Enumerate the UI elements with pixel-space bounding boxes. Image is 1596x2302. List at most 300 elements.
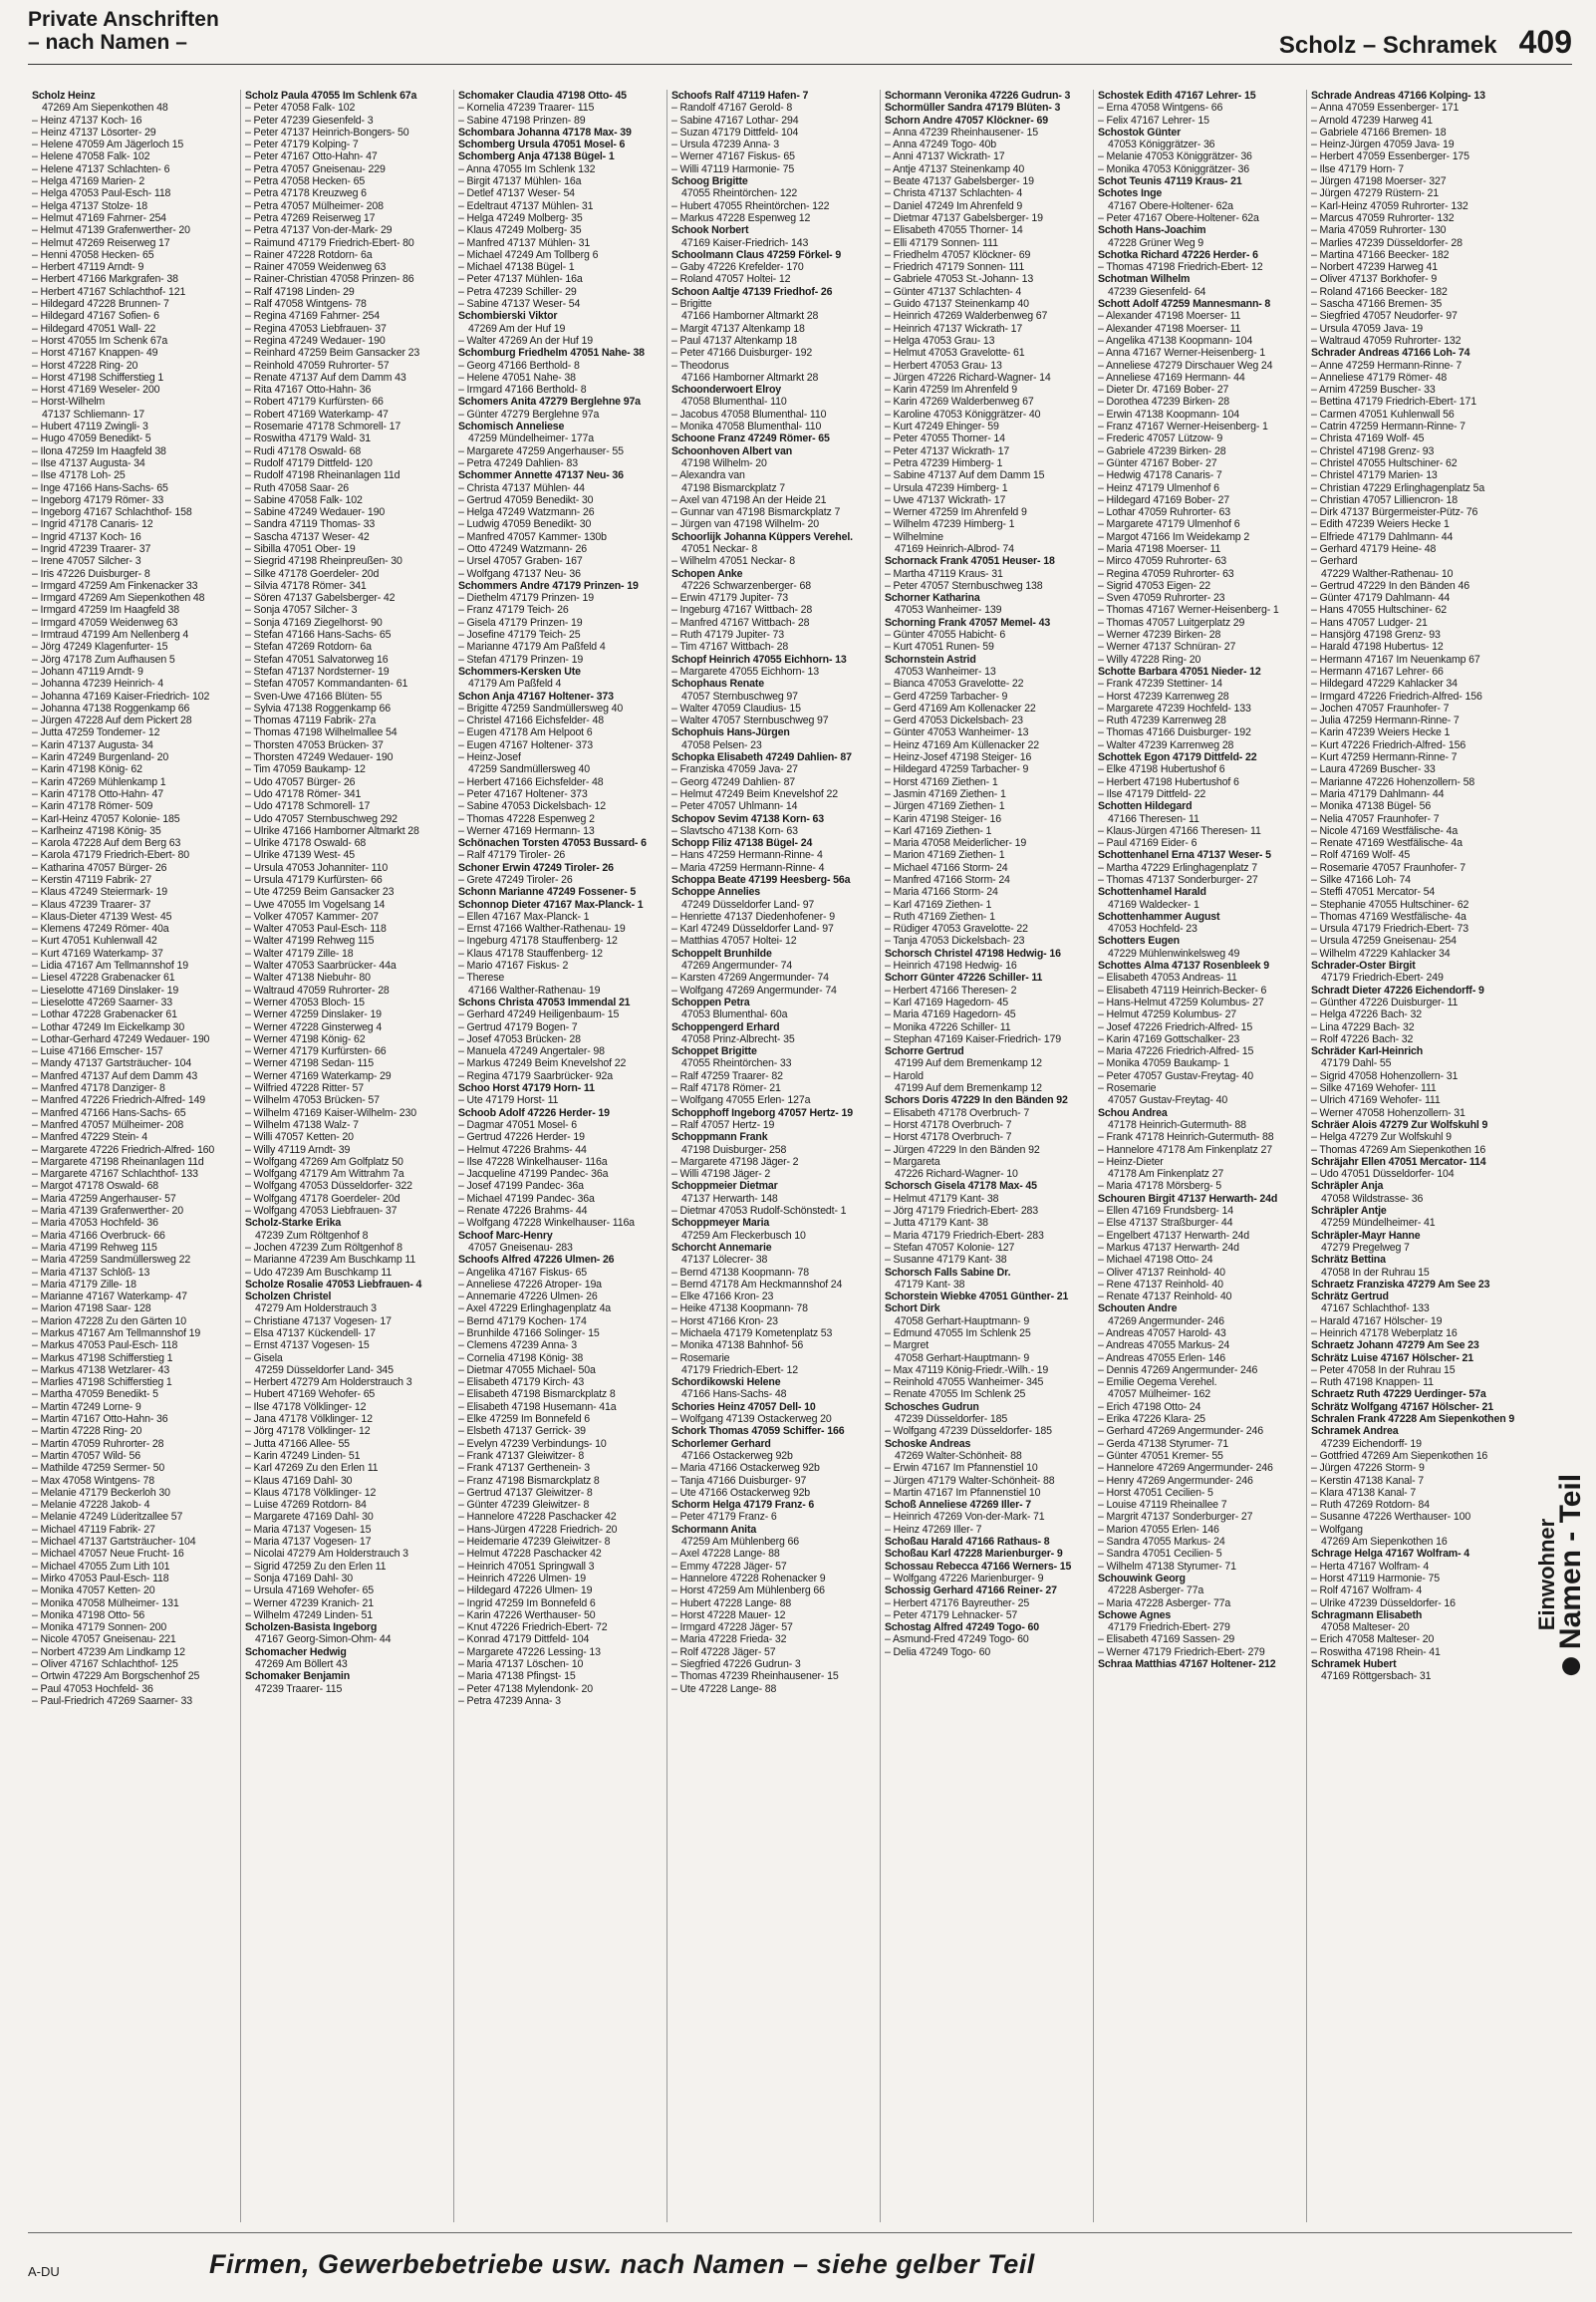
directory-entry: – Heinz-Jürgen 47059 Java- 19 — [1311, 139, 1455, 151]
directory-entry: – Helga 47169 Marien- 2 — [32, 175, 145, 188]
directory-entry: – Peter 47137 Heinrich-Bongers- 50 — [245, 126, 409, 139]
directory-entry: – Karin 47226 Werthauser- 50 — [458, 1608, 596, 1621]
directory-entry: 47239 Giesenfeld- 64 — [1108, 285, 1206, 298]
directory-entry: – Susanne 47179 Kant- 38 — [885, 1254, 1007, 1267]
directory-entry: – Hannelore 47228 Paschacker 42 — [458, 1511, 617, 1524]
directory-entry: – Rolf 47169 Wolf- 45 — [1311, 849, 1411, 862]
directory-entry: – Elisabeth 47119 Heinrich-Becker- 6 — [1098, 984, 1267, 997]
directory-entry: – Raimund 47179 Friedrich-Ebert- 80 — [245, 236, 414, 249]
directory-entry: – Melanie 47228 Jakob- 4 — [32, 1499, 150, 1512]
directory-entry: Schomaker Claudia 47198 Otto- 45 — [458, 90, 627, 102]
directory-entry: – Gertrud 47137 Gleiwitzer- 8 — [458, 1486, 593, 1499]
directory-entry: – Jürgen van 47198 Wilhelm- 20 — [671, 518, 820, 531]
directory-entry: – Silke 47169 Wehofer- 111 — [1311, 1082, 1437, 1095]
directory-entry: – Reinhold 47059 Ruhrorter- 57 — [245, 359, 390, 372]
directory-entry: – Bernd 47138 Koopmann- 78 — [671, 1266, 810, 1279]
directory-entry: – Jörg 47179 Friedrich-Ebert- 283 — [885, 1205, 1039, 1218]
directory-entry: – Ursula 47259 Gneisenau- 254 — [1311, 935, 1457, 948]
directory-entry: – Gabriele 47053 St.-Johann- 13 — [885, 273, 1034, 286]
directory-entry: – Wilhelm 47249 Linden- 51 — [245, 1608, 374, 1621]
directory-entry: – Marion 47198 Saar- 128 — [32, 1302, 151, 1315]
directory-entry: – Daniel 47249 Im Ahrenfeld 9 — [885, 199, 1023, 212]
directory-entry: – Marion 47055 Erlen- 146 — [1098, 1523, 1219, 1536]
directory-entry: – Hedwig 47178 Canaris- 7 — [1098, 469, 1222, 482]
directory-entry: – Markus 47228 Espenweg 12 — [671, 211, 811, 224]
directory-entry: – Wilhelm 47138 Walz- 7 — [245, 1118, 359, 1131]
directory-entry: – Horst 47239 Karrenweg 28 — [1098, 690, 1229, 703]
directory-entry: – Wolfgang 47178 Goerdeler- 20d — [245, 1192, 400, 1205]
directory-entry: 47228 Grüner Weg 9 — [1108, 236, 1204, 249]
directory-entry: – Sonja 47169 Ziegelhorst- 90 — [245, 616, 383, 629]
directory-entry: – Gerhard 47249 Heiligenbaum- 15 — [458, 1008, 620, 1021]
directory-entry: Schonn Marianne 47249 Fossener- 5 — [458, 886, 637, 899]
directory-entry: – Margarete 47198 Jäger- 2 — [671, 1155, 799, 1168]
directory-entry: Schoofs Ralf 47119 Hafen- 7 — [671, 90, 809, 102]
directory-entry: – Renate 47055 Im Schlenk 25 — [885, 1388, 1026, 1401]
directory-entry: – Ilse 47178 Loh- 25 — [32, 469, 126, 482]
directory-entry: – Karin 47269 Mühlenkamp 1 — [32, 775, 166, 788]
directory-entry: Schraetz Franziska 47279 Am See 23 — [1311, 1278, 1490, 1291]
directory-entry: – Thomas 47198 Wilhelmallee 54 — [245, 726, 398, 739]
directory-entry: – Maria 47259 Hermann-Rinne- 4 — [671, 861, 825, 874]
directory-entry: – Margarete 47179 Ulmenhof 6 — [1098, 518, 1240, 531]
directory-entry: – Ursula 47239 Anna- 3 — [671, 139, 780, 151]
directory-entry: Schoog Brigitte — [671, 175, 748, 188]
directory-entry: – Heike 47138 Koopmann- 78 — [671, 1302, 808, 1315]
directory-entry: – Gerd 47053 Dickelsbach- 23 — [885, 715, 1023, 727]
directory-entry: – Hubert 47169 Wehofer- 65 — [245, 1388, 376, 1401]
directory-entry: 47053 Blumenthal- 60a — [681, 1008, 788, 1021]
directory-entry: – Monika 47053 Königgrätzer- 36 — [1098, 162, 1250, 175]
directory-entry: – Irmgard 47166 Berthold- 8 — [458, 384, 587, 397]
directory-entry: – Hugo 47059 Benedikt- 5 — [32, 432, 151, 445]
directory-entry: – Walter 47269 An der Huf 19 — [458, 334, 593, 347]
directory-entry: – Rosemarie 47057 Fraunhofer- 7 — [1311, 861, 1465, 874]
directory-entry: – Edith 47239 Weiers Hecke 1 — [1311, 518, 1450, 531]
directory-entry: – Sven 47059 Ruhrorter- 23 — [1098, 592, 1225, 605]
directory-entry: – Dietmar 47137 Gabelsberger- 19 — [885, 211, 1043, 224]
directory-entry: – Oliver 47137 Borkhofer- 9 — [1311, 273, 1438, 286]
directory-entry: – Helene 47051 Nahe- 38 — [458, 371, 576, 384]
directory-entry: – Karoline 47053 Königgrätzer- 40 — [885, 408, 1041, 421]
directory-entry: – Hildegard 47226 Ulmen- 19 — [458, 1584, 593, 1597]
directory-entry: – Ilse 47179 Horn- 7 — [1311, 162, 1404, 175]
directory-entry: – Johann 47119 Arndt- 9 — [32, 665, 143, 678]
directory-entry: – Helga 47249 Watzmann- 26 — [458, 506, 595, 519]
directory-entry: – Helmut 47259 Kolumbus- 27 — [1098, 1008, 1237, 1021]
directory-entry: 47269 Am Siepenkothen 16 — [1321, 1536, 1448, 1549]
directory-entry: 47055 Rheintörchen- 33 — [681, 1057, 792, 1070]
directory-entry: – Axel van 47198 An der Heide 21 — [671, 493, 827, 506]
directory-entry: – Ernst 47137 Vogesen- 15 — [245, 1339, 370, 1352]
directory-entry: Schottenhammer August — [1098, 910, 1220, 923]
directory-entry: – Helene 47059 Am Jägerloch 15 — [32, 139, 184, 151]
directory-entry: – Peter 47057 Gustav-Freytag- 40 — [1098, 1069, 1253, 1082]
bullet-icon — [1562, 1657, 1580, 1675]
directory-entry: – Elke 47198 Hubertushof 6 — [1098, 763, 1225, 776]
directory-entry: Schon Anja 47167 Holtener- 373 — [458, 690, 614, 703]
directory-entry: – Kurt 47051 Runen- 59 — [885, 641, 994, 654]
directory-entry: – Ralf 47179 Tiroler- 26 — [458, 849, 566, 862]
directory-entry: – Udo 47051 Düsseldorfer- 104 — [1311, 1168, 1455, 1181]
page-header-right — [1279, 24, 1572, 61]
directory-entry: – Wilhelm 47051 Neckar- 8 — [671, 555, 796, 568]
directory-entry: – Erwin 47138 Koopmann- 104 — [1098, 408, 1240, 421]
directory-entry: – Günter 47279 Berglehne 97a — [458, 408, 600, 421]
directory-entry: – Dennis 47269 Angermunder- 246 — [1098, 1363, 1258, 1376]
directory-entry: Schrade Andreas 47166 Kolping- 13 — [1311, 90, 1485, 102]
directory-entry: 47179 Dahl- 55 — [1321, 1057, 1392, 1070]
directory-entry: – Udo 47057 Bürger- 26 — [245, 775, 356, 788]
directory-entry: – Hans 47055 Hultschiner- 62 — [1311, 604, 1447, 617]
directory-entry: – Klemens 47249 Römer- 40a — [32, 923, 169, 936]
directory-entry: – Lina 47229 Bach- 32 — [1311, 1020, 1415, 1033]
directory-entry: – Walter 47053 Paul-Esch- 118 — [245, 923, 387, 936]
directory-entry: – Mirco 47059 Ruhrorter- 63 — [1098, 555, 1227, 568]
directory-entry: – Jürgen 47226 Richard-Wagner- 14 — [885, 371, 1051, 384]
directory-entry: – Henni 47058 Hecken- 65 — [32, 248, 154, 261]
directory-entry: – Sascha 47137 Weser- 42 — [245, 530, 370, 543]
directory-entry: – Erich 47058 Malteser- 20 — [1311, 1633, 1435, 1646]
directory-entry: Schoppet Brigitte — [671, 1045, 757, 1058]
directory-entry: 47229 Mühlenwinkelsweg 49 — [1108, 947, 1240, 960]
directory-entry: – Axel 47228 Lange- 88 — [671, 1548, 780, 1561]
directory-entry: – Thomas 47137 Sonderburger- 27 — [1098, 874, 1258, 886]
directory-entry: – Karin 47249 Linden- 51 — [245, 1449, 361, 1462]
directory-entry: – Elisabeth 47198 Bismarckplatz 8 — [458, 1388, 616, 1401]
directory-entry: – Peter 47179 Franz- 6 — [671, 1511, 777, 1524]
page-header-left — [28, 8, 219, 54]
directory-entry: Schomberg Anja 47138 Bügel- 1 — [458, 150, 615, 163]
directory-entry: – Ludwig 47059 Benedikt- 30 — [458, 518, 592, 531]
directory-entry: – Petra 47239 Anna- 3 — [458, 1694, 561, 1707]
directory-entry: – Gerd 47259 Tarbacher- 9 — [885, 690, 1008, 703]
directory-entry: – Angelika 47167 Fiskus- 65 — [458, 1266, 588, 1279]
directory-entry: Scholze Rosalie 47053 Liebfrauen- 4 — [245, 1278, 422, 1291]
directory-entry: – Karsten 47269 Angermunder- 74 — [671, 972, 829, 985]
directory-entry: – Alexander 47198 Moerser- 11 — [1098, 322, 1241, 335]
directory-entry: Schophaus Renate — [671, 678, 764, 691]
directory-entry: – Norbert 47239 Am Lindkamp 12 — [32, 1645, 185, 1658]
directory-entry: – Christa 47137 Schlachten- 4 — [885, 187, 1023, 200]
directory-entry: Schoolmann Claus 47259 Förkel- 9 — [671, 248, 842, 261]
directory-entry: – Luise 47269 Rotdorn- 84 — [245, 1499, 367, 1512]
directory-entry: – Robert 47169 Waterkamp- 47 — [245, 408, 389, 421]
directory-entry: – Heinz 47169 Am Küllenacker 22 — [885, 738, 1039, 751]
directory-entry: Schönachen Torsten 47053 Bussard- 6 — [458, 837, 647, 850]
directory-entry: – Walter 47239 Karrenweg 28 — [1098, 738, 1234, 751]
directory-entry: – Sabine 47249 Wedauer- 190 — [245, 506, 386, 519]
directory-entry: – Günter 47239 Gleiwitzer- 8 — [458, 1499, 590, 1512]
directory-entry: – Otto 47249 Watzmann- 26 — [458, 542, 587, 555]
directory-entry: Schossau Rebecca 47166 Werners- 15 — [885, 1560, 1072, 1573]
directory-entry: – Delia 47249 Togo- 60 — [885, 1645, 991, 1658]
directory-entry: – Maria 47179 Friedrich-Ebert- 283 — [885, 1229, 1044, 1242]
directory-entry: Schons Christa 47053 Immendal 21 — [458, 996, 631, 1008]
directory-entry: – Hildegard 47169 Bober- 27 — [1098, 493, 1229, 506]
directory-entry: – Norbert 47239 Harweg 41 — [1311, 261, 1438, 274]
directory-entry: – Werner 47239 Birken- 28 — [1098, 629, 1221, 642]
directory-entry: – Renate 47137 Auf dem Damm 43 — [245, 371, 406, 384]
directory-entry: – Nicole 47169 Westfälische- 4a — [1311, 824, 1459, 837]
directory-entry: – Marcus 47059 Ruhrorter- 132 — [1311, 211, 1455, 224]
directory-entry: – Thorsten 47053 Brücken- 37 — [245, 738, 384, 751]
directory-entry: – Helmut 47228 Paschacker 42 — [458, 1548, 602, 1561]
directory-entry: – Kornelia 47239 Traarer- 115 — [458, 102, 595, 115]
directory-entry: – Erwin 47179 Jupiter- 73 — [671, 592, 788, 605]
directory-entry: – Waltraud 47059 Ruhrorter- 132 — [1311, 334, 1462, 347]
directory-entry: – Peter 47167 Obere-Holtener- 62a — [1098, 211, 1259, 224]
directory-entry: – Sandra 47055 Markus- 24 — [1098, 1536, 1225, 1549]
directory-entry: – Hildegard 47167 Sofien- 6 — [32, 310, 159, 323]
directory-entry: – Peter 47239 Giesenfeld- 3 — [245, 114, 374, 127]
directory-entry: Schopka Elisabeth 47249 Dahlien- 87 — [671, 751, 852, 764]
side-tab-line2: Namen - Teil — [1554, 1473, 1587, 1650]
directory-entry: – Manfred 47057 Mülheimer- 208 — [32, 1118, 184, 1131]
directory-entry: – Wilhelm 47169 Kaiser-Wilhelm- 230 — [245, 1106, 416, 1119]
directory-entry: – Maria 47259 Sandmüllersweg 22 — [32, 1254, 191, 1267]
directory-entry: – Monika 47226 Schiller- 11 — [885, 1020, 1011, 1033]
directory-entry: – Klaus-Dieter 47139 West- 45 — [32, 910, 172, 923]
directory-entry: – Marion 47228 Zu den Gärten 10 — [32, 1314, 186, 1327]
directory-entry: – Manfred 47178 Danziger- 8 — [32, 1082, 165, 1095]
directory-entry: – Helene 47137 Schlachten- 6 — [32, 162, 170, 175]
directory-entry: – Günter 47137 Schlachten- 4 — [885, 285, 1022, 298]
directory-entry: 47259 Mündelheimer- 41 — [1321, 1217, 1436, 1230]
directory-entry: – Petra 47239 Schiller- 29 — [458, 285, 577, 298]
directory-entry: – Sabine 47198 Prinzen- 89 — [458, 114, 586, 127]
directory-entry: – Horst 47228 Mauer- 12 — [671, 1608, 786, 1621]
directory-entry: Schorning Frank 47057 Memel- 43 — [885, 616, 1051, 629]
directory-entry: – Peter 47137 Mühlen- 16a — [458, 273, 583, 286]
directory-entry: – Gerd 47169 Am Kollenacker 22 — [885, 702, 1036, 715]
directory-entry: – Helmut 47226 Brahms- 44 — [458, 1143, 587, 1156]
directory-entry: – Sylvia 47138 Roggenkamp 66 — [245, 702, 391, 715]
directory-entry: – Jochen 47239 Zum Röltgenhof 8 — [245, 1241, 402, 1254]
directory-entry: – Gertrud 47229 In den Bänden 46 — [1311, 579, 1469, 592]
directory-entry: Schork Thomas 47059 Schiffer- 166 — [671, 1425, 845, 1438]
directory-entry: – Heinrich 47137 Wickrath- 17 — [885, 322, 1023, 335]
directory-entry: – Heinz 47269 Iller- 7 — [885, 1523, 982, 1536]
directory-entry: – Ellen 47169 Frundsberg- 14 — [1098, 1205, 1233, 1218]
footer-note: Firmen, Gewerbebetriebe usw. nach Namen – siehe gelber Teil — [209, 2249, 1035, 2279]
directory-entry: – Helmut 47053 Gravelotte- 61 — [885, 347, 1025, 360]
directory-entry: Schomberg Ursula 47051 Mosel- 6 — [458, 139, 626, 151]
directory-entry: – Evelyn 47239 Verbindungs- 10 — [458, 1437, 607, 1450]
directory-entry: 47058 In der Ruhrau 15 — [1321, 1266, 1430, 1279]
directory-entry: – Rolf 47167 Wolfram- 4 — [1311, 1584, 1423, 1597]
directory-entry: – Wolfgang 47137 Neu- 36 — [458, 567, 581, 580]
directory-entry: – Irmgard 47259 Im Haagfeld 38 — [32, 604, 180, 617]
directory-entry: – Elisabeth 47178 Overbruch- 7 — [885, 1106, 1030, 1119]
directory-entry: – Harold — [885, 1069, 924, 1082]
directory-entry: – Stefan 47051 Salvatorweg 16 — [245, 653, 389, 666]
directory-entry: – Birgit 47137 Mühlen- 16a — [458, 175, 582, 188]
directory-entry: Schoob Adolf 47226 Herder- 19 — [458, 1106, 610, 1119]
directory-entry: Schonnop Dieter 47167 Max-Planck- 1 — [458, 898, 644, 911]
directory-entry: – Axel 47229 Erlinghagenplatz 4a — [458, 1302, 612, 1315]
directory-entry: – Peter 47167 Holtener- 373 — [458, 787, 588, 800]
side-section-tab — [1534, 1385, 1587, 1764]
directory-entry: – Maria 47198 Moerser- 11 — [1098, 542, 1221, 555]
directory-entry: – Ellen 47167 Max-Planck- 1 — [458, 910, 590, 923]
directory-entry: – Stefan 47057 Kommandanten- 61 — [245, 678, 408, 691]
directory-entry: – Bernd 47179 Kochen- 174 — [458, 1314, 587, 1327]
directory-entry: – Gaby 47226 Krefelder- 170 — [671, 261, 804, 274]
directory-entry: – Werner 47169 Waterkamp- 29 — [245, 1069, 392, 1082]
directory-entry: – Hildegard 47229 Kahlacker 34 — [1311, 678, 1458, 691]
directory-entry: – Martina 47166 Beecker- 182 — [1311, 248, 1450, 261]
directory-entry: – Ralf 47058 Wintgens- 78 — [245, 298, 367, 311]
directory-entry: – Dietmar 47053 Rudolf-Schönstedt- 1 — [671, 1205, 847, 1218]
directory-entry: – Klaus 47169 Dahl- 30 — [245, 1474, 353, 1487]
directory-entry: – Georg 47249 Dahlien- 87 — [671, 775, 796, 788]
directory-entry: – Melanie 47249 Lüderitzallee 57 — [32, 1511, 183, 1524]
directory-entry: 47179 Am Paßfeld 4 — [468, 678, 562, 691]
directory-entry: – Peter 47138 Mylendonk- 20 — [458, 1682, 593, 1695]
directory-entry: – Ingeburg 47167 Wittbach- 28 — [671, 604, 813, 617]
directory-entry: Schoß Anneliese 47269 Iller- 7 — [885, 1499, 1032, 1512]
directory-entry: – Anneliese 47226 Atroper- 19a — [458, 1278, 602, 1291]
directory-entry: 47137 Schliemann- 17 — [42, 408, 145, 421]
directory-entry: – Werner 47169 Hermann- 13 — [458, 824, 595, 837]
directory-entry: – Herbert 47166 Theresen- 2 — [885, 984, 1017, 997]
directory-entry: Schot Teunis 47119 Kraus- 21 — [1098, 175, 1242, 188]
directory-entry: – Peter 47055 Thorner- 14 — [885, 432, 1005, 445]
directory-entry: – Irmgard 47269 Am Siepenkothen 48 — [32, 592, 205, 605]
directory-entry: – Lidia 47167 Am Tellmannshof 19 — [32, 960, 188, 973]
directory-entry: – Katharina 47057 Bürger- 26 — [32, 861, 167, 874]
directory-entry: – Thomas 47269 Am Siepenkothen 16 — [1311, 1143, 1486, 1156]
directory-entry: Schossig Gerhard 47166 Reiner- 27 — [885, 1584, 1057, 1597]
directory-entry: – Roswitha 47198 Rhein- 41 — [1311, 1645, 1441, 1658]
directory-entry: – Uwe 47137 Wickrath- 17 — [885, 493, 1006, 506]
directory-entry: – Diethelm 47179 Prinzen- 19 — [458, 592, 594, 605]
directory-entry: – Mathilde 47259 Sermer- 50 — [32, 1462, 165, 1475]
directory-entry: – Roland 47166 Beecker- 182 — [1311, 285, 1448, 298]
directory-entry: – Margot 47178 Oswald- 68 — [32, 1180, 158, 1193]
directory-entry: 47269 Angermunder- 74 — [681, 960, 793, 973]
side-tab-line1: Einwohner — [1534, 1518, 1559, 1631]
directory-entry: Schouren Birgit 47137 Herwarth- 24d — [1098, 1192, 1278, 1205]
directory-entry: – Lieselotte 47269 Saarner- 33 — [32, 996, 172, 1008]
directory-entry: Schort Dirk — [885, 1302, 940, 1315]
directory-entry: – Hildegard 47259 Tarbacher- 9 — [885, 763, 1029, 776]
directory-entry: – Manfred 47137 Mühlen- 31 — [458, 236, 591, 249]
directory-entry: 47269 Am Böllert 43 — [255, 1658, 348, 1670]
directory-entry: – Horst 47228 Ring- 20 — [32, 359, 138, 372]
directory-entry: 47199 Auf dem Bremenkamp 12 — [895, 1082, 1042, 1095]
directory-entry: – Gertrud 47226 Herder- 19 — [458, 1131, 585, 1144]
directory-entry: – Manfred 47166 Hans-Sachs- 65 — [32, 1106, 186, 1119]
directory-entry: – Horst 47178 Overbruch- 7 — [885, 1131, 1012, 1144]
directory-entry: – Julia 47259 Hermann-Rinne- 7 — [1311, 715, 1460, 727]
directory-entry: – Udo 47178 Römer- 341 — [245, 787, 362, 800]
directory-entry: – Clemens 47239 Anna- 3 — [458, 1339, 578, 1352]
directory-entry: – Frederic 47057 Lützow- 9 — [1098, 432, 1223, 445]
directory-entry: Schraa Matthias 47167 Holtener- 212 — [1098, 1658, 1276, 1670]
directory-entry: 47167 Schlachthof- 133 — [1321, 1302, 1430, 1315]
directory-entry: 47198 Duisburger- 258 — [681, 1143, 787, 1156]
directory-entry: – Markus 47138 Wetzlarer- 43 — [32, 1363, 170, 1376]
directory-entry: – Markus 47167 Am Tellmannshof 19 — [32, 1326, 201, 1339]
directory-entry: 47199 Auf dem Bremenkamp 12 — [895, 1057, 1042, 1070]
directory-entry: – Regina 47169 Fahrner- 254 — [245, 310, 380, 323]
directory-entry: – Detlef 47137 Weser- 54 — [458, 187, 575, 200]
directory-entry: – Kurt 47051 Kuhlenwall 42 — [32, 935, 157, 948]
directory-entry: Schoo Horst 47179 Horn- 11 — [458, 1082, 595, 1095]
directory-entry: – Paul 47053 Hochfeld- 36 — [32, 1682, 153, 1695]
directory-entry: – Margrit 47137 Sonderburger- 27 — [1098, 1511, 1253, 1524]
directory-entry: – Heinrich 47269 Von-der-Mark- 71 — [885, 1511, 1045, 1524]
directory-column-7 — [1307, 90, 1519, 2222]
directory-entry: – Ilse 47178 Völklinger- 12 — [245, 1400, 367, 1413]
directory-entry: – Karl 47249 Düsseldorfer Land- 97 — [671, 923, 834, 936]
directory-entry: Schoppa Beate 47199 Heesberg- 56a — [671, 874, 851, 886]
directory-entry: – Helga 47249 Molberg- 35 — [458, 211, 583, 224]
directory-entry: – Uwe 47055 Im Vogelsang 14 — [245, 898, 386, 911]
directory-entry: – Marianne 47239 Am Buschkamp 11 — [245, 1254, 416, 1267]
directory-entry: Schommers-Kersken Ute — [458, 665, 581, 678]
directory-entry: – Sven-Uwe 47166 Blüten- 55 — [245, 690, 383, 703]
directory-entry: – Hermann 47167 Lehrer- 66 — [1311, 665, 1444, 678]
directory-entry: – Wilhelm 47138 Styrumer- 71 — [1098, 1560, 1236, 1573]
directory-entry: – Else 47137 Straßburger- 44 — [1098, 1217, 1233, 1230]
directory-entry: 47178 Am Finkenplatz 27 — [1108, 1168, 1224, 1181]
directory-entry: – Heidemarie 47239 Gleiwitzer- 8 — [458, 1536, 611, 1549]
directory-entry: Schoppelt Brunhilde — [671, 947, 772, 960]
directory-entry: – Horst 47198 Schifferstieg 1 — [32, 371, 164, 384]
directory-entry: 47178 Heinrich-Gutermuth- 88 — [1108, 1118, 1246, 1131]
directory-entry: – Steffi 47051 Mercator- 54 — [1311, 886, 1436, 899]
directory-entry: – Wolfgang 47139 Ostackerweg 20 — [671, 1413, 832, 1426]
directory-entry: Schorstein Wiebke 47051 Günther- 21 — [885, 1291, 1069, 1303]
directory-entry: – Monika 47057 Ketten- 20 — [32, 1584, 155, 1597]
directory-entry: – Margareta — [885, 1155, 940, 1168]
directory-entry: – Henriette 47137 Diedenhofener- 9 — [671, 910, 835, 923]
directory-entry: Schoorlijk Johanna Küppers Verehel. — [671, 530, 853, 543]
directory-entry: – Werner 47259 Im Ahrenfeld 9 — [885, 506, 1027, 519]
directory-entry: – Martin 47167 Otto-Hahn- 36 — [32, 1413, 168, 1426]
directory-entry: Schombara Johanna 47178 Max- 39 — [458, 126, 632, 139]
directory-entry: 47053 Wanheimer- 13 — [895, 665, 996, 678]
directory-entry: – Hans-Jürgen 47228 Friedrich- 20 — [458, 1523, 618, 1536]
directory-entry: 47259 Düsseldorfer Land- 345 — [255, 1363, 394, 1376]
directory-column-6 — [1094, 90, 1307, 2222]
directory-entry: – Dieter Dr. 47169 Bober- 27 — [1098, 384, 1229, 397]
directory-entry: Schorlemer Gerhard — [671, 1437, 771, 1450]
directory-entry: – Jacobus 47058 Blumenthal- 110 — [671, 408, 827, 421]
directory-entry: – Sonja 47057 Silcher- 3 — [245, 604, 358, 617]
directory-entry: – Ingeborg 47179 Römer- 33 — [32, 493, 164, 506]
directory-entry: – Udo 47057 Sternbuschweg 292 — [245, 812, 398, 825]
directory-entry: Schopphoff Ingeborg 47057 Hertz- 19 — [671, 1106, 853, 1119]
directory-entry: – Erna 47058 Wintgens- 66 — [1098, 102, 1223, 115]
directory-entry: – Max 47119 König-Friedr.-Wilh.- 19 — [885, 1363, 1049, 1376]
directory-entry: – Werner 47137 Schnüran- 27 — [1098, 641, 1236, 654]
directory-entry: – Maria 47179 Zille- 18 — [32, 1278, 136, 1291]
directory-entry: – Manuela 47249 Angertaler- 98 — [458, 1045, 605, 1058]
directory-entry: – Ingrid 47178 Canaris- 12 — [32, 518, 153, 531]
directory-entry: – Helmut 47139 Grafenwerther- 20 — [32, 224, 190, 237]
directory-entry: – Brigitte — [671, 298, 712, 311]
directory-entry: – Knut 47226 Friedrich-Ebert- 72 — [458, 1621, 608, 1634]
directory-entry: – Markus 47137 Herwarth- 24d — [1098, 1241, 1239, 1254]
directory-entry: – Petra 47269 Reiserweg 17 — [245, 211, 376, 224]
directory-entry: 47259 Sandmüllersweg 40 — [468, 763, 590, 776]
directory-entry: – Thomas 47198 Friedrich-Ebert- 12 — [1098, 261, 1263, 274]
directory-entry: – Silvia 47178 Römer- 341 — [245, 579, 367, 592]
